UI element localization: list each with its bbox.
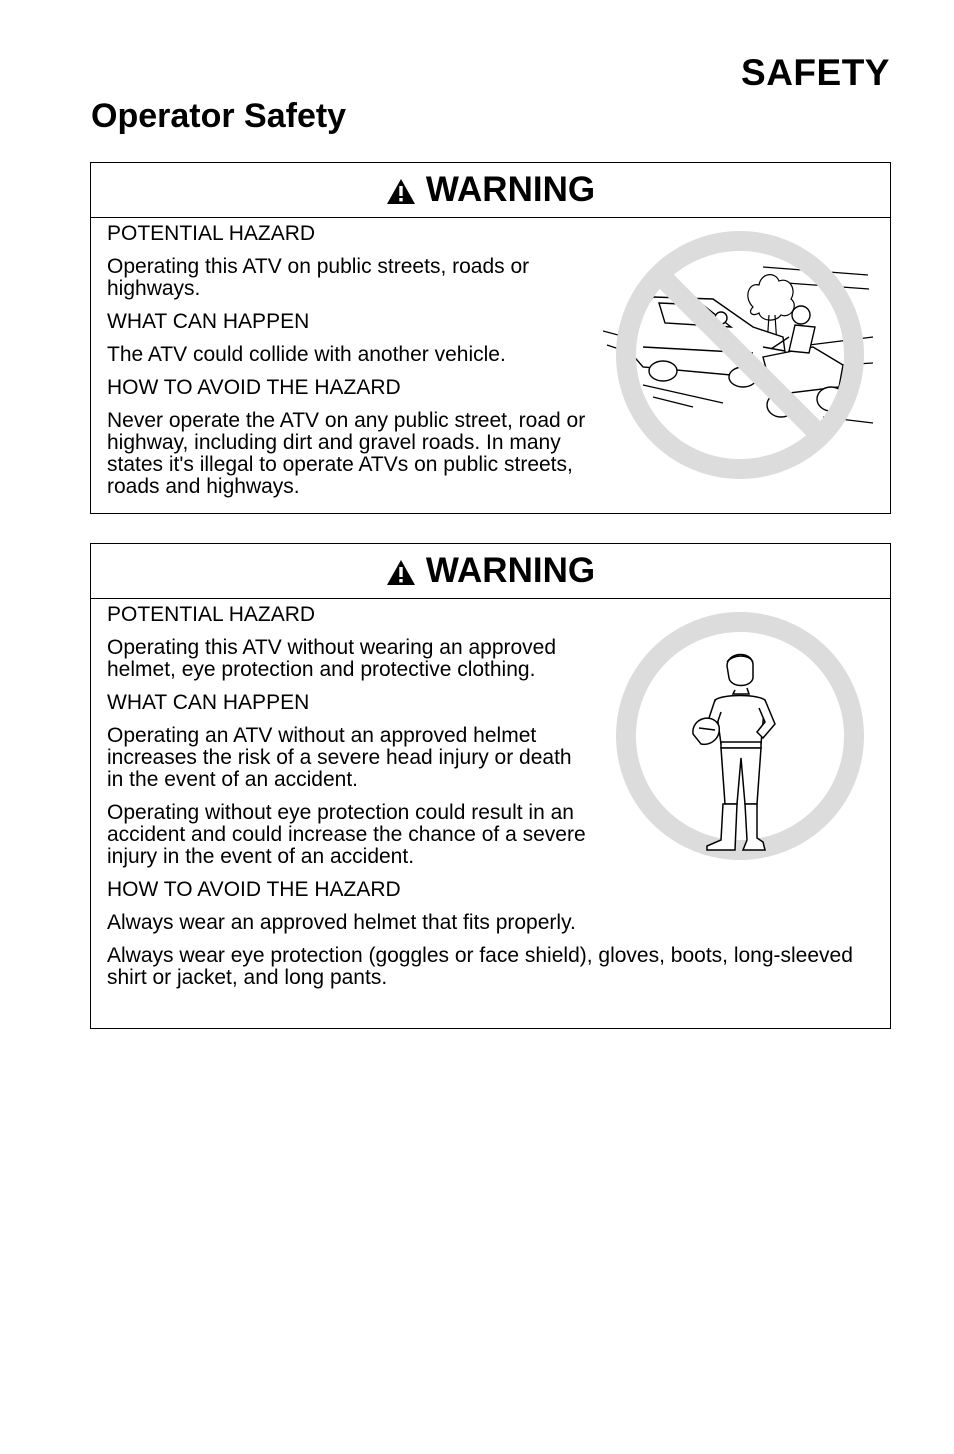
hazard-text: Operating this ATV on public streets, roads or highways. xyxy=(107,255,530,300)
warning-triangle-icon xyxy=(386,178,416,205)
label-how-to-avoid: HOW TO AVOID THE HAZARD xyxy=(107,376,401,399)
label-what-can-happen: WHAT CAN HAPPEN xyxy=(107,310,310,333)
warning-title: WARNING xyxy=(425,170,596,209)
happen-text-eye: Operating without eye protection could result in an accident and could increase the chance of a severe injury in the event of an accident. xyxy=(107,801,586,868)
page-heading: Operator Safety xyxy=(91,97,347,135)
label-how-to-avoid: HOW TO AVOID THE HAZARD xyxy=(107,878,401,901)
label-potential-hazard: POTENTIAL HAZARD xyxy=(107,222,316,245)
warning-header xyxy=(91,544,890,599)
avoid-text: Never operate the ATV on any public street, road or highway, including dirt and gravel roads. In many states it's illegal to operate ATVs on public streets, roads and highways. xyxy=(107,409,586,498)
hazard-text: Operating this ATV without wearing an approved helmet, eye protection and protective clothing. xyxy=(107,636,557,681)
warning-box-public-roads xyxy=(90,162,891,514)
warning-header xyxy=(91,163,890,218)
warning-box-protective-gear xyxy=(90,543,891,1029)
rider-with-helmet-illustration xyxy=(603,608,878,864)
label-what-can-happen: WHAT CAN HAPPEN xyxy=(107,691,310,714)
avoid-text-helmet: Always wear an approved helmet that fits properly. xyxy=(107,911,576,934)
happen-text: The ATV could collide with another vehicle. xyxy=(107,343,506,366)
avoid-text-gear: Always wear eye protection (goggles or face shield), gloves, boots, long-sleeved shirt or jacket, and long pants. xyxy=(107,944,853,989)
warning-triangle-icon xyxy=(386,559,416,586)
label-potential-hazard: POTENTIAL HAZARD xyxy=(107,603,316,626)
section-title: SAFETY xyxy=(741,52,890,93)
warning-title: WARNING xyxy=(425,551,596,590)
happen-text-helmet: Operating an ATV without an approved helmet increases the risk of a severe head injury or death in the event of an accident. xyxy=(107,724,572,791)
atv-on-road-prohibited-illustration xyxy=(603,227,878,483)
